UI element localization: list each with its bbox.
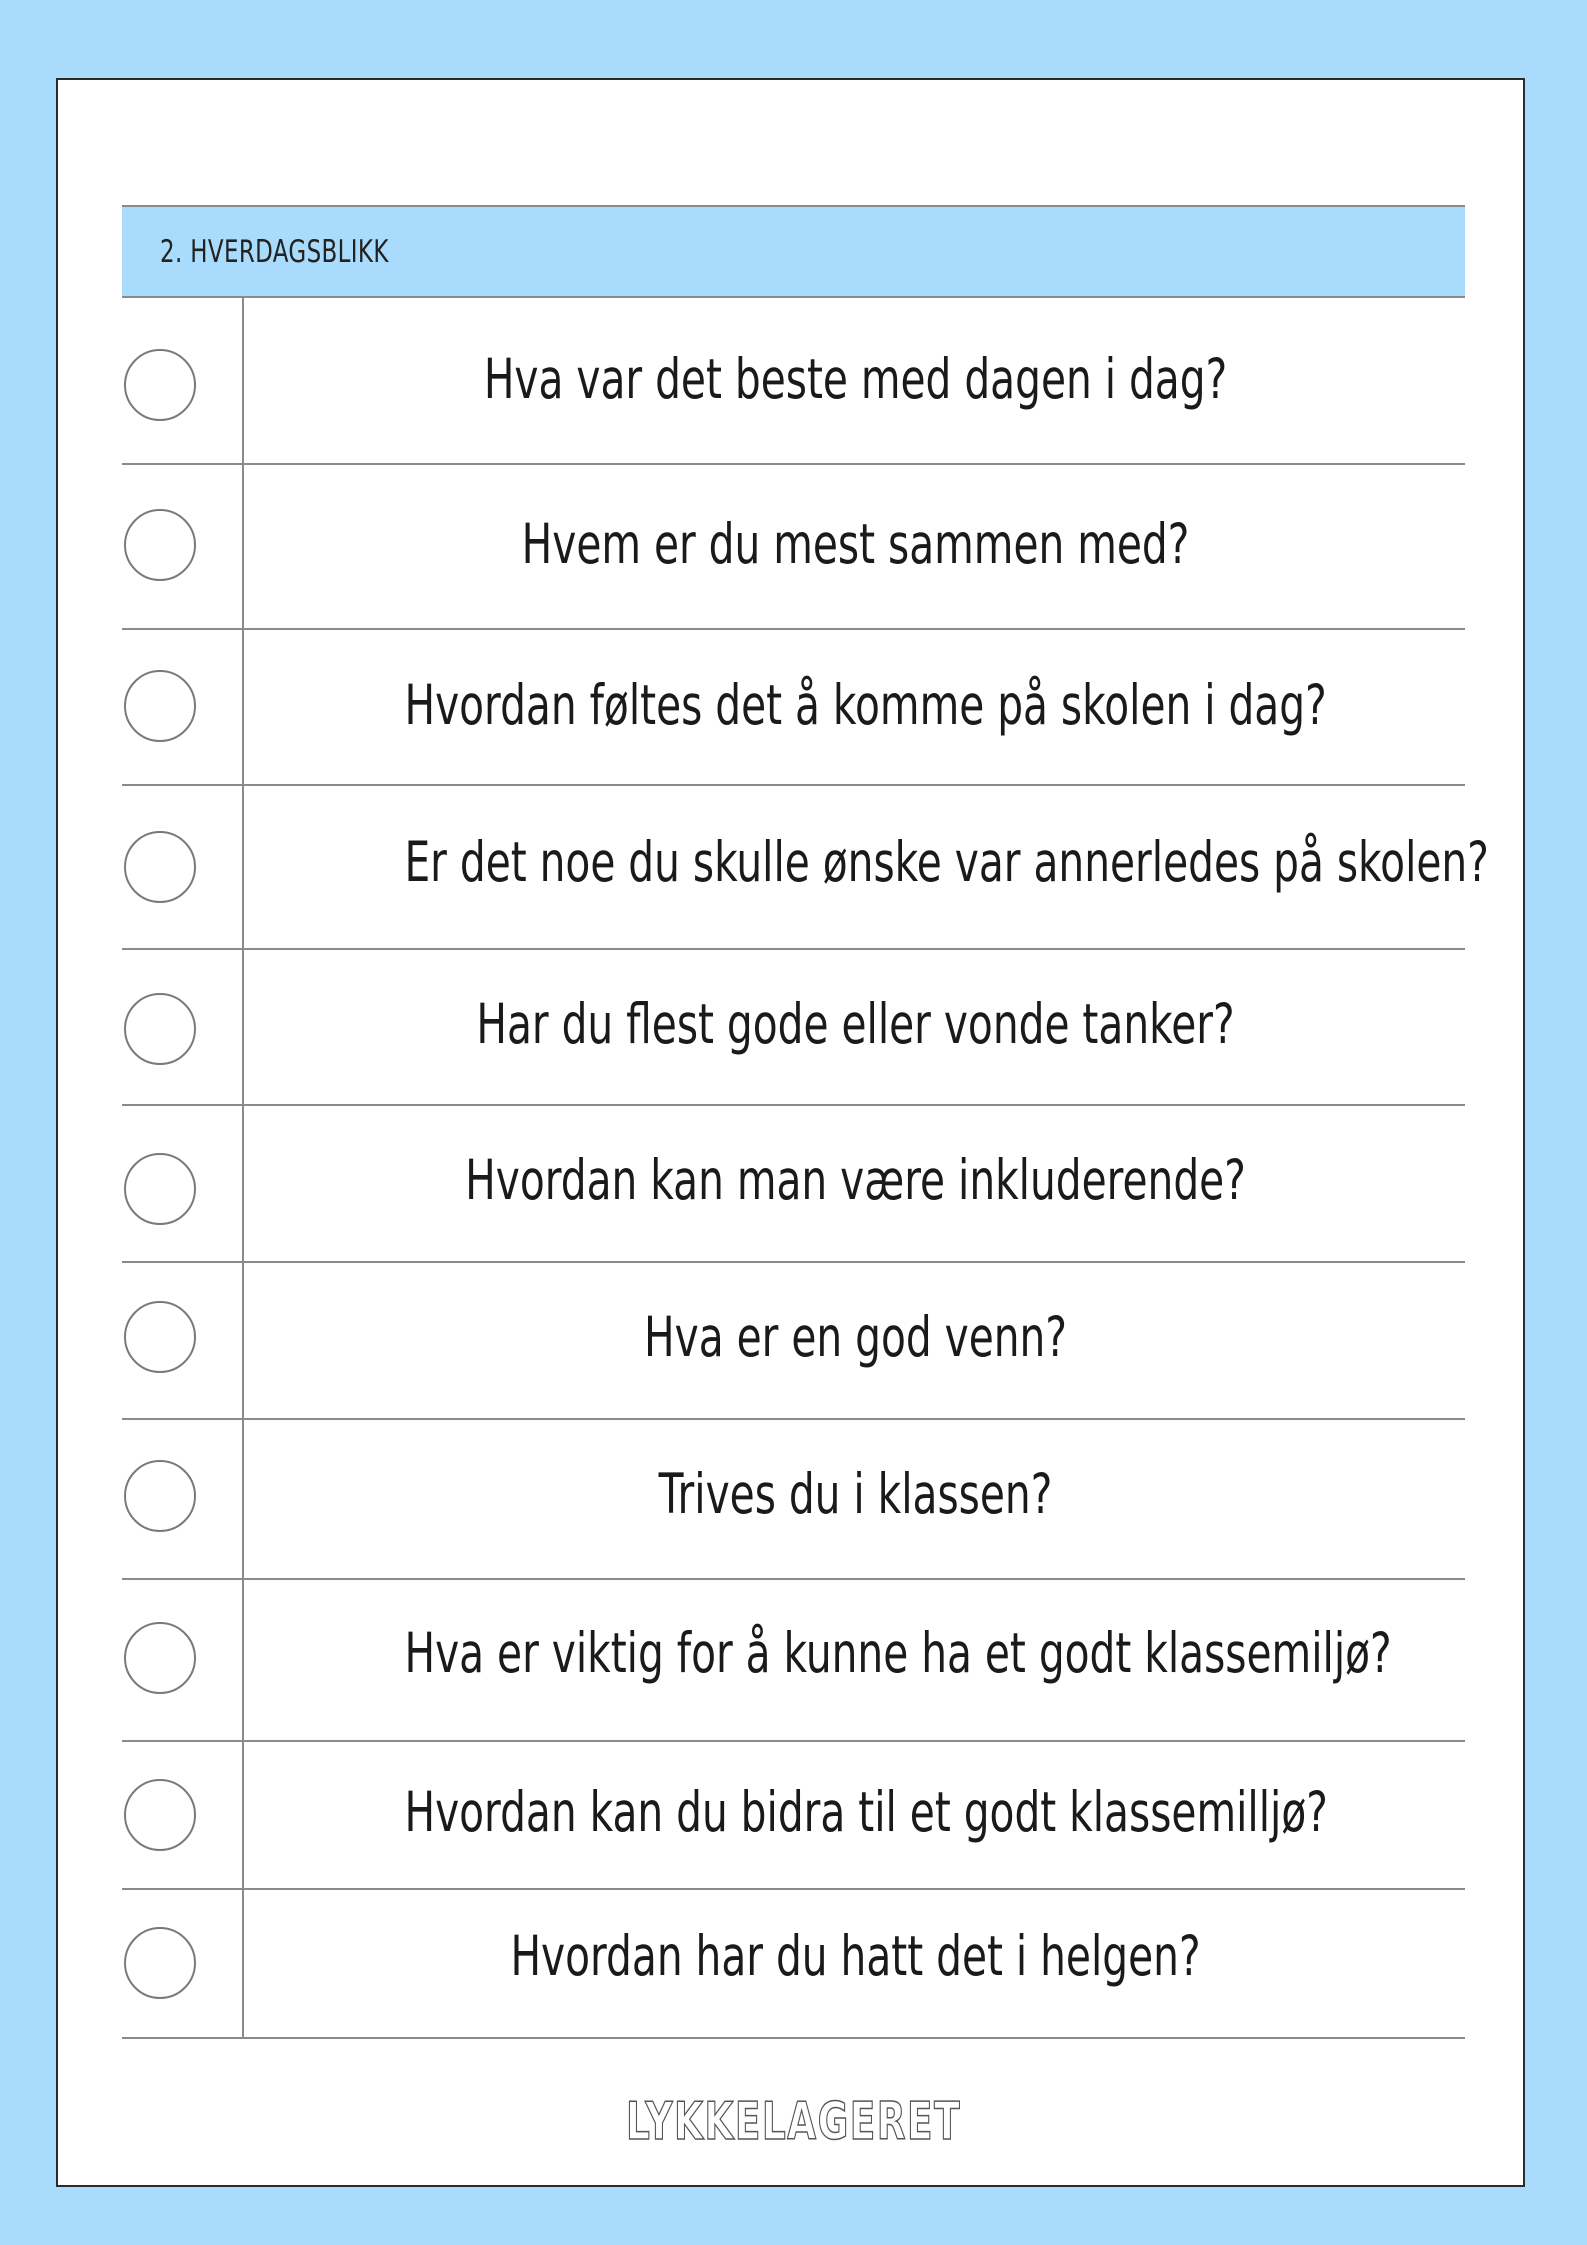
question-text: Hva er en god venn?: [644, 1305, 1067, 1369]
question-text: Trives du i klassen?: [658, 1462, 1053, 1526]
checkbox-circle[interactable]: [124, 670, 196, 742]
question-row: [122, 1580, 1465, 1742]
question-row: [122, 630, 1465, 786]
question-row: [122, 786, 1489, 950]
checkbox-circle[interactable]: [124, 1622, 196, 1694]
question-row: [122, 465, 1465, 630]
checkbox-circle[interactable]: [124, 349, 196, 421]
section-title: 2. HVERDAGSBLIKK: [160, 233, 389, 270]
checkbox-circle[interactable]: [124, 1779, 196, 1851]
question-text: Hvem er du mest sammen med?: [521, 512, 1190, 576]
question-text: Hvordan kan man være inkluderende?: [465, 1148, 1246, 1212]
question-text: Hvordan føltes det å komme på skolen i dag?: [404, 673, 1327, 737]
question-row: [122, 1890, 1465, 2039]
question-row: [122, 298, 1465, 465]
question-text: Har du flest gode eller vonde tanker?: [476, 992, 1235, 1056]
checkbox-circle[interactable]: [124, 1301, 196, 1373]
checkbox-circle[interactable]: [124, 1460, 196, 1532]
question-text: Hvordan har du hatt det i helgen?: [510, 1924, 1201, 1988]
checkbox-circle[interactable]: [124, 1153, 196, 1225]
question-text: Hva var det beste med dagen i dag?: [483, 347, 1228, 411]
checkbox-circle[interactable]: [124, 1927, 196, 1999]
question-text: Hva er viktig for å kunne ha et godt klassemiljø?: [404, 1621, 1392, 1685]
question-row: [122, 1742, 1465, 1890]
checkbox-circle[interactable]: [124, 993, 196, 1065]
question-row: [122, 1420, 1465, 1580]
question-row: [122, 1263, 1465, 1420]
question-row: [122, 950, 1465, 1106]
section-header: [122, 205, 1465, 298]
checkbox-circle[interactable]: [124, 509, 196, 581]
question-text: Hvordan kan du bidra til et godt klassemilljø?: [404, 1780, 1328, 1844]
checkbox-circle[interactable]: [124, 831, 196, 903]
question-row: [122, 1106, 1465, 1263]
question-text: Er det noe du skulle ønske var annerledes på skolen?: [404, 830, 1489, 894]
brand-logo: LYKKELAGERET: [625, 2092, 962, 2152]
